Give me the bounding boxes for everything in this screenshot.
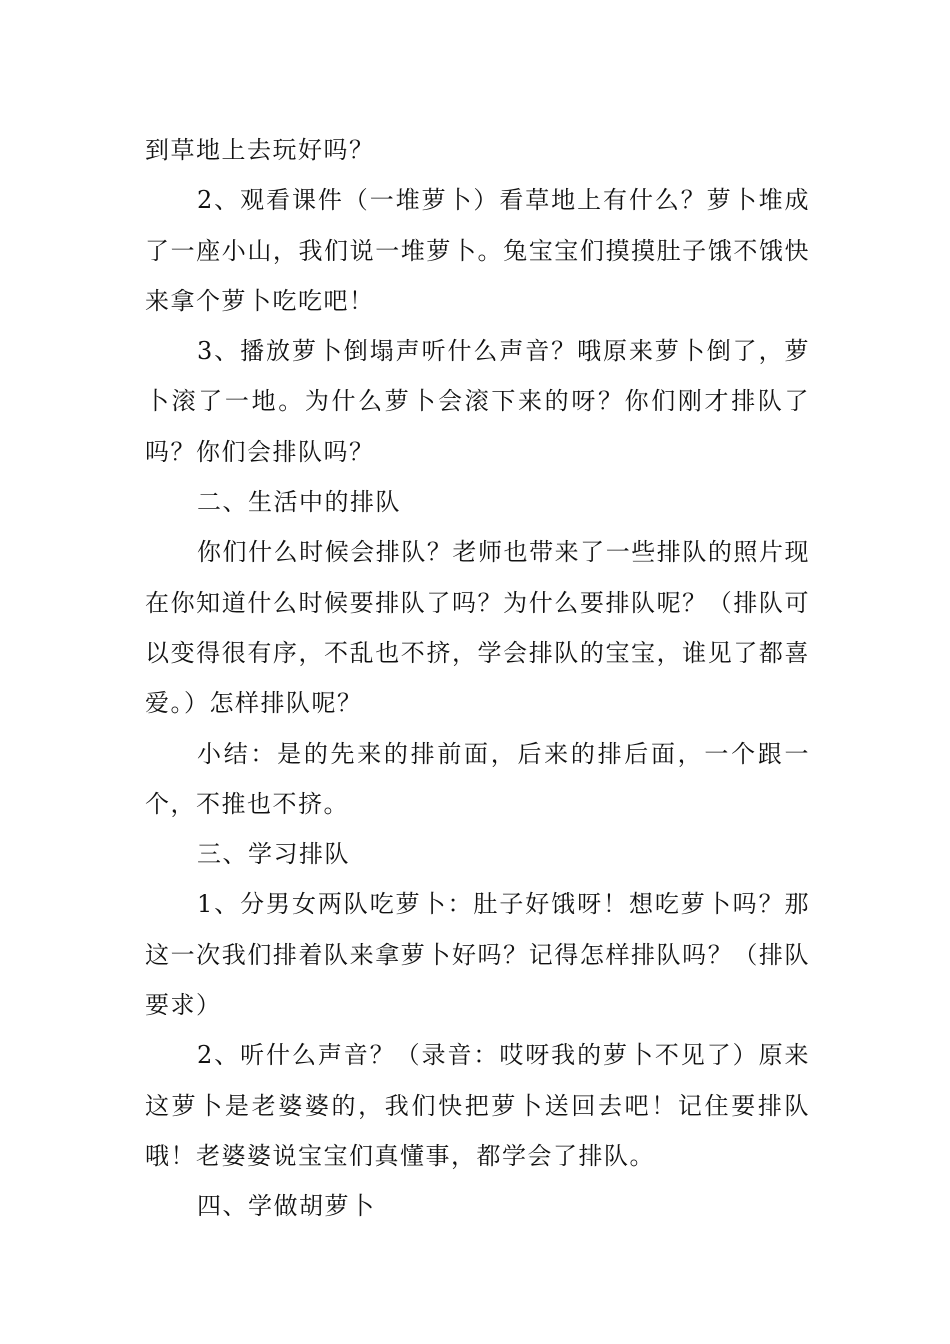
paragraph-step-3-sound: 3、播放萝卜倒塌声听什么声音？哦原来萝卜倒了，萝卜滚了一地。为什么萝卜会滚下来的呀？你们刚才排队了吗？你们会排队吗？ (145, 337, 810, 466)
paragraph-queue-in-life: 你们什么时候会排队？老师也带来了一些排队的照片现在你知道什么时候要排队了吗？为什么要排队呢？（排队可以变得很有序，不乱也不挤，学会排队的宝宝，谁见了都喜爱。）怎样排队呢？ (145, 538, 810, 718)
paragraph-summary: 小结：是的先来的排前面，后来的排后面，一个跟一个，不推也不挤。 (145, 739, 810, 818)
paragraph-continuation: 到草地上去玩好吗？ (145, 136, 375, 164)
paragraph-step-2-courseware: 2、观看课件（一堆萝卜）看草地上有什么？萝卜堆成了一座小山，我们说一堆萝卜。兔宝宝们摸摸肚子饿不饿快来拿个萝卜吃吃吧！ (145, 186, 810, 315)
section-heading-2: 二、生活中的排队 (197, 488, 401, 517)
paragraph-step-2-listen: 2、听什么声音？（录音：哎呀我的萝卜不见了）原来这萝卜是老婆婆的，我们快把萝卜送回去吧！记住要排队哦！老婆婆说宝宝们真懂事，都学会了排队。 (145, 1041, 810, 1170)
section-heading-3: 三、学习排队 (197, 840, 350, 869)
document-body (145, 125, 810, 1232)
paragraph-step-1-queue: 1、分男女两队吃萝卜：肚子好饿呀！想吃萝卜吗？那这一次我们排着队来拿萝卜好吗？记得怎样排队吗？（排队要求） (145, 890, 810, 1020)
section-heading-4: 四、学做胡萝卜 (197, 1192, 376, 1221)
